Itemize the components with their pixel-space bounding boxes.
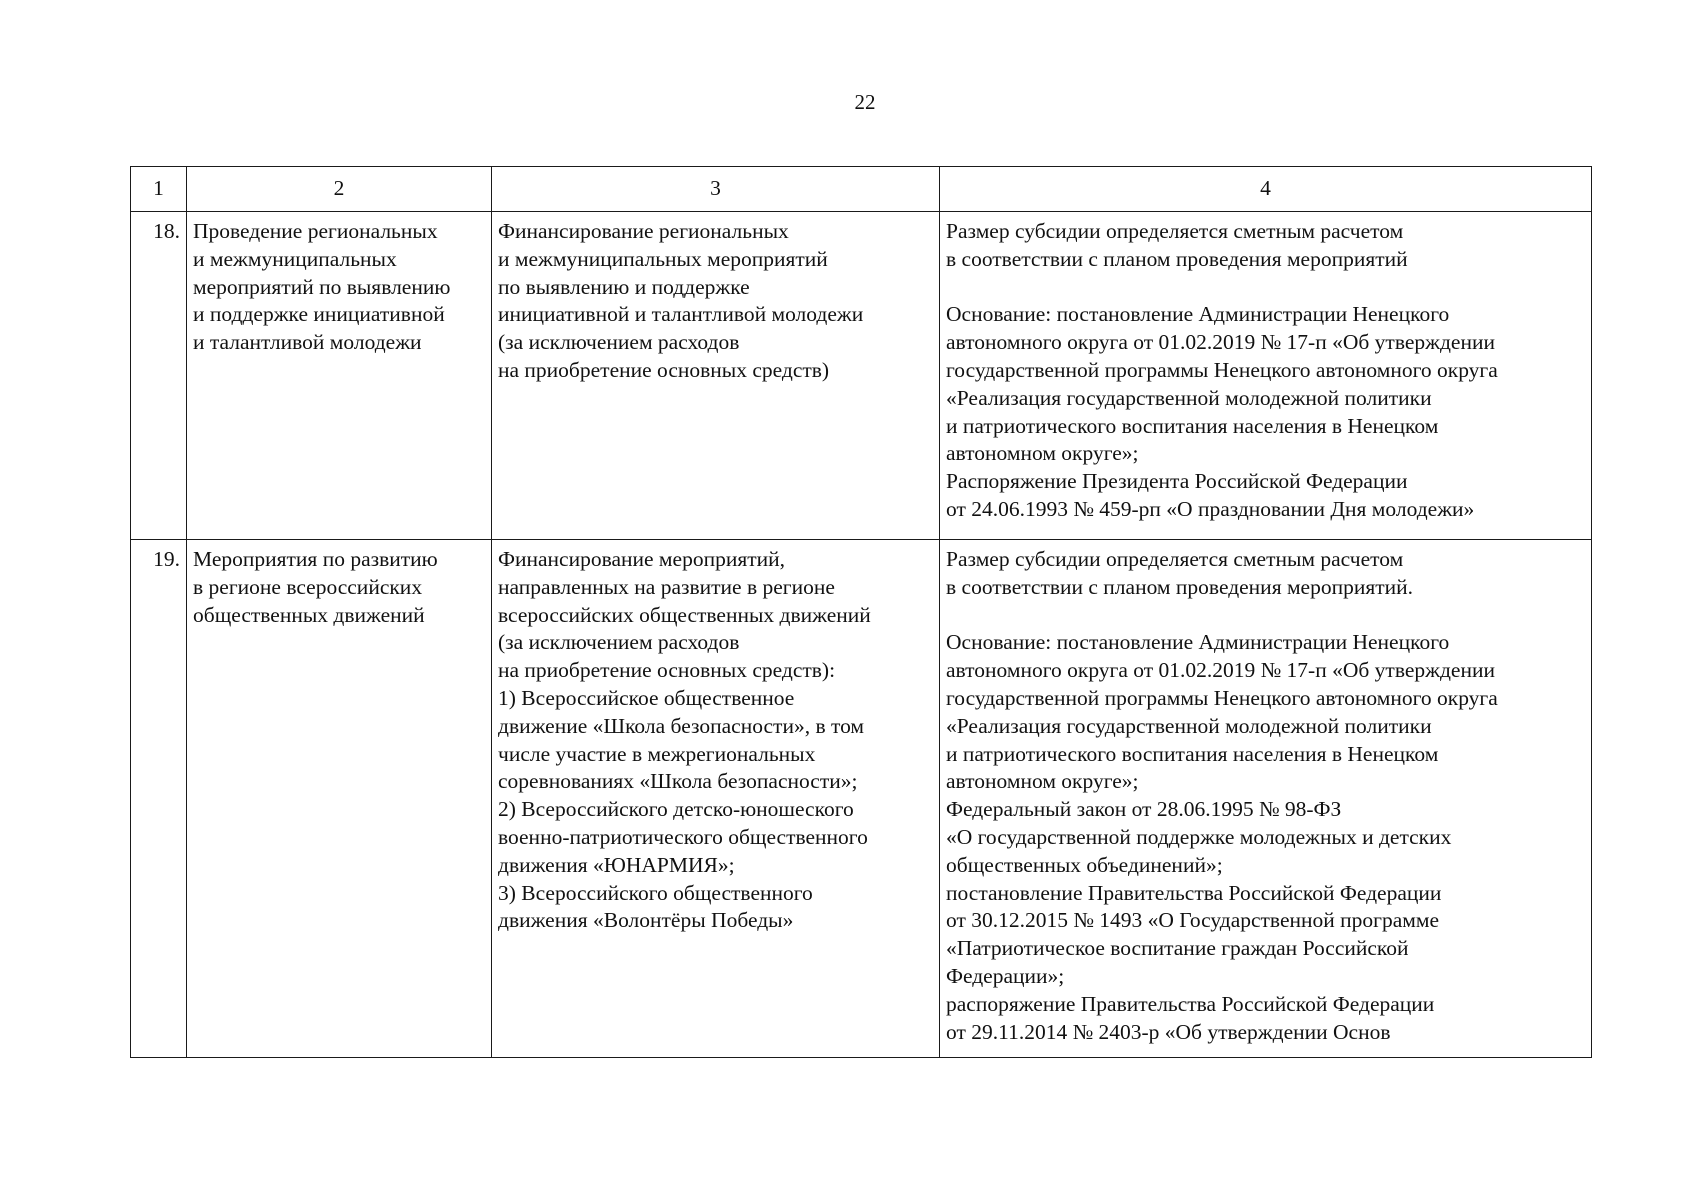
text-line: военно-патриотического общественного <box>498 824 868 849</box>
page-number: 22 <box>854 90 876 114</box>
text-line: автономного округа от 01.02.2019 № 17-п «Об утверждении <box>946 330 1495 355</box>
subsidy-table <box>130 166 1592 1058</box>
text-line: автономном округе»; <box>946 441 1139 466</box>
text-line: общественных объединений»; <box>946 852 1223 877</box>
text-line: в соответствии с планом проведения мероприятий. <box>946 574 1414 599</box>
text-line: 1) Всероссийское общественное <box>498 685 795 710</box>
column-header-4: 4 <box>940 167 1592 212</box>
text-line: Проведение региональных <box>193 219 438 243</box>
text-line: постановление Правительства Российской Федерации <box>946 880 1442 905</box>
text-line: «Реализация государственной молодежной политики <box>946 713 1432 738</box>
text-line: автономном округе»; <box>946 769 1139 794</box>
text-line: Мероприятия по развитию <box>193 547 438 571</box>
table-row <box>131 212 1592 540</box>
text-line: и талантливой молодежи <box>193 330 422 355</box>
paragraph-gap <box>946 602 1585 630</box>
column-header-3: 3 <box>492 167 940 212</box>
purpose-cell <box>492 212 940 540</box>
column-header-2: 2 <box>187 167 492 212</box>
text-line: распоряжение Правительства Российской Федерации <box>946 991 1435 1016</box>
table-header-row <box>131 167 1592 212</box>
text-line: «Реализация государственной молодежной политики <box>946 385 1432 410</box>
text-line: в соответствии с планом проведения мероприятий <box>946 246 1408 271</box>
text-line: всероссийских общественных движений <box>498 602 871 627</box>
text-line: на приобретение основных средств): <box>498 658 836 683</box>
text-line: мероприятий по выявлению <box>193 274 451 299</box>
text-line: Основание: постановление Администрации Ненецкого <box>946 302 1450 327</box>
basis-cell <box>940 212 1592 540</box>
row-number: 18. <box>131 212 187 540</box>
row-number: 19. <box>131 540 187 1058</box>
text-line: в регионе всероссийских <box>193 574 423 599</box>
text-line: «О государственной поддержке молодежных и детских <box>946 824 1452 849</box>
text-line: движение «Школа безопасности», в том <box>498 713 865 738</box>
basis-cell <box>940 540 1592 1058</box>
text-line: (за исключением расходов <box>498 630 740 655</box>
text-line: Распоряжение Президента Российской Федерации <box>946 469 1408 494</box>
text-line: движения «Волонтёры Победы» <box>498 908 794 933</box>
text-line: направленных на развитие в регионе <box>498 574 835 599</box>
text-line: 3) Всероссийского общественного <box>498 880 813 905</box>
event-name-cell <box>187 212 492 540</box>
event-name-cell <box>187 540 492 1058</box>
text-line: государственной программы Ненецкого автономного округа <box>946 685 1498 710</box>
text-line: по выявлению и поддержке <box>498 274 750 299</box>
text-line: государственной программы Ненецкого автономного округа <box>946 357 1498 382</box>
text-line: от 29.11.2014 № 2403-р «Об утверждении Основ <box>946 1019 1391 1044</box>
text-line: и патриотического воспитания населения в Ненецком <box>946 413 1439 438</box>
text-line: и поддержке инициативной <box>193 302 445 327</box>
column-header-1: 1 <box>131 167 187 212</box>
text-line: от 24.06.1993 № 459-рп «О праздновании Дня молодежи» <box>946 496 1475 521</box>
text-line: на приобретение основных средств) <box>498 357 830 382</box>
text-line: Федеральный закон от 28.06.1995 № 98-ФЗ <box>946 797 1342 822</box>
text-line: Федерации»; <box>946 963 1065 988</box>
purpose-cell <box>492 540 940 1058</box>
paragraph-gap <box>946 274 1585 302</box>
text-line: числе участие в межрегиональных <box>498 741 816 766</box>
text-line: от 30.12.2015 № 1493 «О Государственной программе <box>946 908 1440 933</box>
text-line: 2) Всероссийского детско-юношеского <box>498 797 854 822</box>
text-line: и патриотического воспитания населения в Ненецком <box>946 741 1439 766</box>
text-line: (за исключением расходов <box>498 330 740 355</box>
text-line: и межмуниципальных <box>193 246 397 271</box>
text-line: Финансирование региональных <box>498 219 789 243</box>
text-line: Финансирование мероприятий, <box>498 547 786 571</box>
table-row <box>131 540 1592 1058</box>
text-line: соревнованиях «Школа безопасности»; <box>498 769 858 794</box>
text-line: и межмуниципальных мероприятий <box>498 246 828 271</box>
text-line: движения «ЮНАРМИЯ»; <box>498 852 735 877</box>
text-line: автономного округа от 01.02.2019 № 17-п «Об утверждении <box>946 658 1495 683</box>
text-line: Основание: постановление Администрации Ненецкого <box>946 630 1450 655</box>
text-line: Размер субсидии определяется сметным расчетом <box>946 219 1404 243</box>
text-line: общественных движений <box>193 602 425 627</box>
text-line: инициативной и талантливой молодежи <box>498 302 864 327</box>
text-line: Размер субсидии определяется сметным расчетом <box>946 547 1404 571</box>
text-line: «Патриотическое воспитание граждан Российской <box>946 936 1409 961</box>
